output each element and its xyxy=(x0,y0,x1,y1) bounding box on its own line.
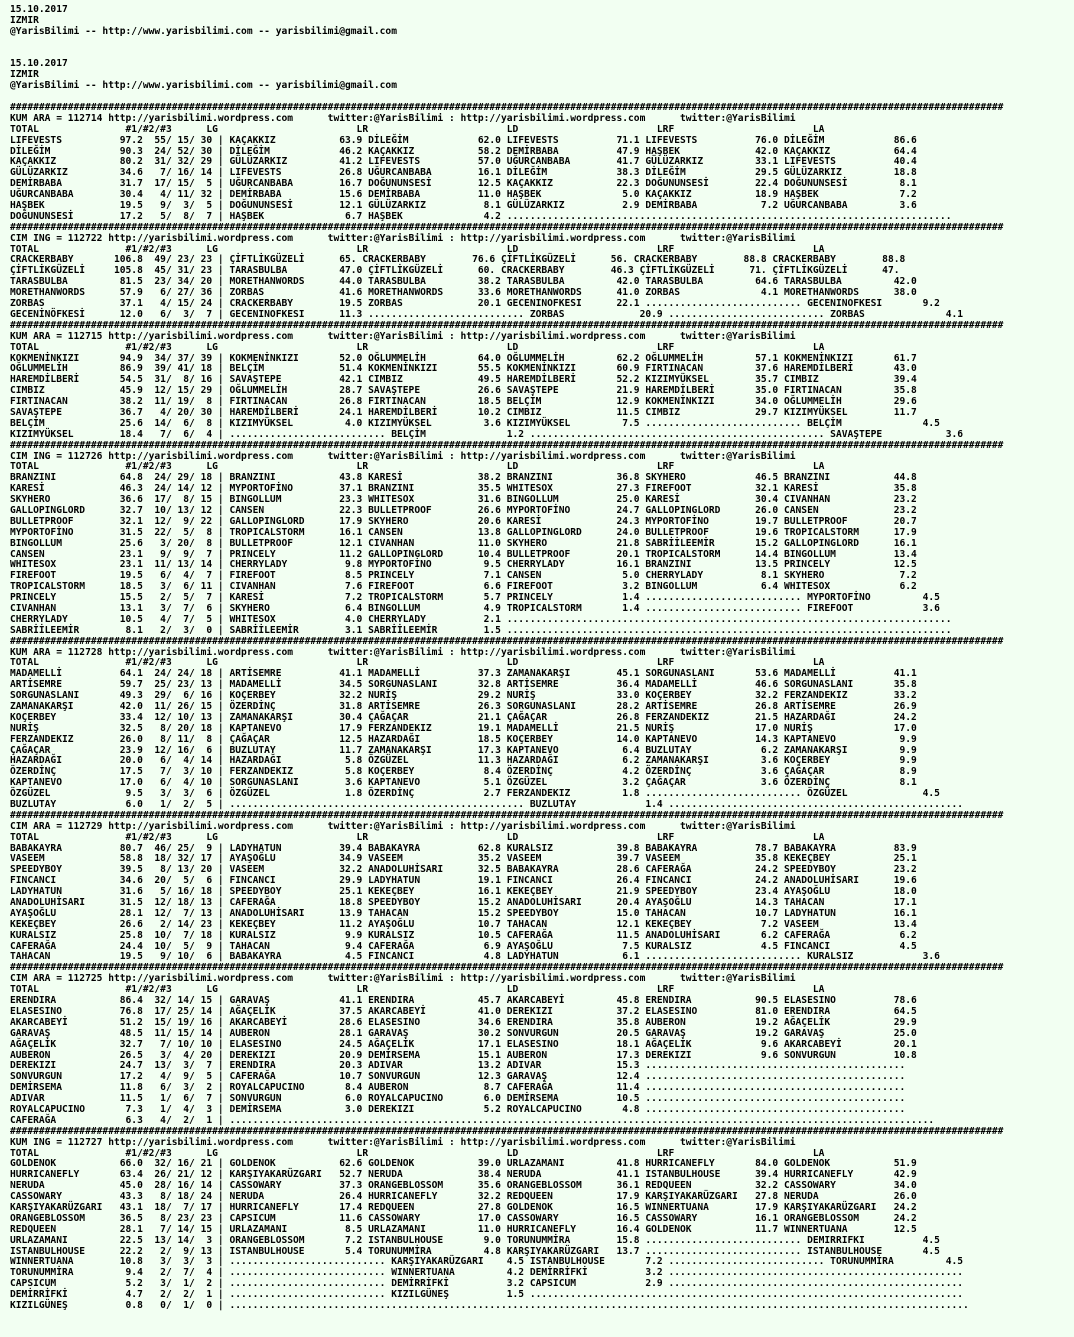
text-line: 15.10.2017 xyxy=(10,4,68,15)
text-line: AYAŞOĞLU 28.1 12/ 7/ 13 | ANADOLUHİSARI 13.9 TAHACAN 15.2 SPEEDYBOY 15.0 TAHACAN 10.7 LADYHATUN 16.1 xyxy=(10,907,917,919)
text-line: KIZILGÜNEŞ 0.8 0/ 1/ 0 | ................................................................................................................................ xyxy=(10,1299,969,1311)
text-line: TARASBULBA 81.5 23/ 34/ 20 | MORETHANWORDS 44.0 TARASBULBA 38.2 TARASBULBA 42.0 TARASBULBA 64.6 TARASBULBA 42.0 xyxy=(10,276,917,288)
separator-line: ############################################################################################################################################################################ xyxy=(10,809,1004,821)
text-line: BELÇİM 25.6 14/ 6/ 8 | KIZIMYÜKSEL 4.0 KIZIMYÜKSEL 3.6 KIZIMYÜKSEL 7.5 ........................... BELÇİM 4.5 xyxy=(10,417,940,429)
column-header-line: TOTAL #1/#2/#3 LG LR LD LRF LA xyxy=(10,461,825,473)
text-line: CRACKERBABY 106.8 49/ 23/ 23 | ÇİFTLİKGÜZELİ 65. CRACKERBABY 76.6 ÇİFTLİKGÜZELİ 56. CRACKERBABY 88.8 CRACKERBABY 88.8 xyxy=(10,254,906,266)
text-line: MYPORTOFİNO 31.5 22/ 5/ 8 | TROPICALSTORM 16.1 CANSEN 13.8 GALLOPINGLORD 24.0 BULLETPROOF 19.6 TROPICALSTORM 17.9 xyxy=(10,526,917,538)
text-line: ÇİFTLİKGÜZELİ 105.8 45/ 31/ 23 | TARASBULBA 47.0 ÇİFTLİKGÜZELİ 60. CRACKERBABY 46.3 ÇİFTLİKGÜZELİ 71. ÇİFTLİKGÜZELİ 47. xyxy=(10,265,900,277)
column-header-line: TOTAL #1/#2/#3 LG LR LD LRF LA xyxy=(10,1147,825,1159)
text-line: ORANGEBLOSSOM 36.5 8/ 23/ 23 | CAPSICUM 11.6 CASSOWARY 17.0 CASSOWARY 16.5 CASSOWARY 16.1 ORANGEBLOSSOM 24.2 xyxy=(10,1212,917,1224)
text-line: SPEEDYBOY 39.5 8/ 13/ 20 | VASEEM 32.2 ANADOLUHİSARI 32.5 BABAKAYRA 28.6 CAFERAĞA 24.2 SPEEDYBOY 23.2 xyxy=(10,864,917,876)
column-header-line: TOTAL #1/#2/#3 LG LR LD LRF LA xyxy=(10,657,825,669)
text-line: ANADOLUHİSARI 31.5 12/ 18/ 13 | CAFERAĞA 18.8 SPEEDYBOY 15.2 ANADOLUHİSARI 20.4 AYAŞOĞLU 14.3 TAHACAN 17.1 xyxy=(10,897,917,909)
text-line: TAHACAN 19.5 9/ 10/ 6 | BABAKAYRA 4.5 FINCANCI 4.8 LADYHATUN 6.1 ........................... KURALSIZ 3.6 xyxy=(10,951,940,963)
text-line: TROPICALSTORM 18.5 3/ 6/ 11 | CIVANHAN 7.6 FIREFOOT 6.6 FIREFOOT 3.2 BINGOLLUM 6.4 WHITESOX 6.2 xyxy=(10,581,917,593)
text-line: AĞAÇELİK 32.7 7/ 10/ 10 | ELASESINO 24.5 AĞAÇELİK 17.1 ELASESINO 18.1 AĞAÇELİK 9.6 AKARCABEYİ 20.1 xyxy=(10,1038,917,1050)
text-line: ÖZERDİNÇ 17.5 7/ 3/ 10 | FERZANDEKIZ 5.8 KOÇERBEY 8.4 ÖZERDİNÇ 4.2 ÖZERDİNÇ 3.6 ÇAĞAÇAR 8.9 xyxy=(10,766,917,778)
text-line: CAPSICUM 5.2 3/ 1/ 2 | ........................... DEMİRRİFKİ 3.2 CAPSICUM 2.9 ................................................... xyxy=(10,1278,964,1290)
text-line: VASEEM 58.8 18/ 32/ 17 | AYAŞOĞLU 34.9 VASEEM 35.2 VASEEM 39.7 VASEEM 35.8 KEKEÇBEY 25.1 xyxy=(10,853,917,865)
race-header-line: KUM ARA = 112714 http://yarisbilimi.wordpress.com twitter:@YarisBilimi : http://yarisbilimi.wordpress.com twitter:@YarisBilimi xyxy=(10,112,796,124)
text-line: NURİŞ 32.5 8/ 20/ 18 | KAPTANEVO 17.9 FERZANDEKIZ 19.1 MADAMELLİ 21.5 NURİŞ 17.0 NURİŞ 17.0 xyxy=(10,722,917,734)
text-line: KAPTANEVO 17.0 6/ 4/ 10 | SORGUNASLANI 3.6 KAPTANEVO 5.1 ÖZGÜZEL 3.2 ÇAĞAÇAR 3.6 ÖZERDİNÇ 8.1 xyxy=(10,777,917,789)
text-line: GECENİNÖFKESİ 12.0 6/ 3/ 7 | GECENINOFKESI 11.3 ........................... ZORBAS 20.9 ........................... ZORBAS 4.1 xyxy=(10,308,964,320)
text-line: SKYHERO 36.6 17/ 8/ 15 | BINGOLLUM 23.3 WHITESOX 31.6 BINGOLLUM 25.0 KARESİ 30.4 CIVANHAN 23.2 xyxy=(10,494,917,506)
text-line: BULLETPROOF 32.1 12/ 9/ 22 | GALLOPINGLORD 17.9 SKYHERO 20.6 KARESİ 24.3 MYPORTOFİNO 19.7 BULLETPROOF 20.7 xyxy=(10,515,917,527)
text-line: IZMIR xyxy=(10,14,39,26)
text-line: KARESİ 46.3 24/ 14/ 12 | MYPORTOFİNO 37.1 BRANZINI 35.5 WHITESOX 27.3 FIREFOOT 32.1 KARESİ 35.8 xyxy=(10,483,917,495)
race-header-line: CIM ING = 112722 http://yarisbilimi.wordpress.com twitter:@YarisBilimi : http://yarisbilimi.wordpress.com twitter:@YarisBilimi xyxy=(10,232,796,244)
text-line: DİLEĞİM 90.3 24/ 52/ 30 | DİLEĞİM 46.2 KAÇAKKIZ 58.2 DEMİRBABA 47.9 HAŞBEK 42.0 KAÇAKKIZ 64.4 xyxy=(10,145,917,157)
text-line: IZMIR xyxy=(10,69,39,81)
text-line: KEKEÇBEY 26.6 2/ 14/ 23 | KEKEÇBEY 11.2 AYAŞOĞLU 10.7 TAHACAN 12.1 KEKEÇBEY 7.2 VASEEM 13.4 xyxy=(10,918,917,930)
text-line: LADYHATUN 31.6 5/ 16/ 18 | SPEEDYBOY 25.1 KEKEÇBEY 16.1 KEKEÇBEY 21.9 SPEEDYBOY 23.4 AYAŞOĞLU 18.0 xyxy=(10,886,917,898)
text-line: SONVURGUN 17.2 4/ 9/ 5 | CAFERAĞA 10.7 SONVURGUN 12.3 GARAVAŞ 12.4 ............................................. xyxy=(10,1071,906,1083)
separator-line: ############################################################################################################################################################################ xyxy=(10,102,1004,114)
text-line: BUZLUTAY 6.0 1/ 2/ 5 | ................................................... BUZLUTAY 1.4 ................................................... xyxy=(10,799,964,811)
text-line: KOÇERBEY 33.4 12/ 10/ 13 | ZAMANAKARŞI 30.4 ÇAĞAÇAR 21.1 ÇAĞAÇAR 26.8 FERZANDEKIZ 21.5 HAZARDAĞI 24.2 xyxy=(10,711,917,723)
text-line: HAREMDİLBERİ 54.5 31/ 8/ 16 | SAVAŞTEPE 42.1 CIMBIZ 49.5 HAREMDİLBERİ 52.2 KIZIMYÜKSEL 35.7 CIMBIZ 39.4 xyxy=(10,374,917,386)
text-line: KARŞIYAKARÜZGARI 43.1 18/ 7/ 17 | HURRICANEFLY 17.4 REDQUEEN 27.8 GOLDENOK 16.5 WINNERTUANA 17.9 KARŞIYAKARÜZGARI 24.2 xyxy=(10,1201,917,1213)
text-line: HAŞBEK 19.5 9/ 3/ 5 | DOĞUNUNSESİ 12.1 GÜLÜZARKIZ 8.1 GÜLÜZARKIZ 2.9 DEMİRBABA 7.2 UĞURCANBABA 3.6 xyxy=(10,200,917,212)
race-header-line: KUM ARA = 112715 http://yarisbilimi.wordpress.com twitter:@YarisBilimi : http://yarisbilimi.wordpress.com twitter:@YarisBilimi xyxy=(10,330,796,342)
column-header-line: TOTAL #1/#2/#3 LG LR LD LRF LA xyxy=(10,123,825,135)
separator-line: ############################################################################################################################################################################ xyxy=(10,221,1004,233)
text-line: DOĞUNUNSESİ 17.2 5/ 8/ 7 | HAŞBEK 6.7 HAŞBEK 4.2 ............................................................................. xyxy=(10,210,952,222)
race-header-line: KUM ING = 112727 http://yarisbilimi.wordpress.com twitter:@YarisBilimi : http://yarisbilimi.wordpress.com twitter:@YarisBilimi xyxy=(10,1136,796,1148)
text-line: GOLDENOK 66.0 32/ 16/ 21 | GOLDENOK 62.6 GOLDENOK 39.0 URLAZAMANI 41.8 HURRICANEFLY 84.0 GOLDENOK 51.9 xyxy=(10,1158,917,1170)
text-line: PRINCELY 15.5 2/ 5/ 7 | KARESİ 7.2 TROPICALSTORM 5.7 PRINCELY 1.4 ........................... MYPORTOFİNO 4.5 xyxy=(10,592,940,604)
separator-line: ############################################################################################################################################################################ xyxy=(10,1125,1004,1137)
text-line: @YarisBilimi -- http://www.yarisbilimi.com -- yarisbilimi@gmail.com xyxy=(10,25,397,37)
race-header-line: CIM ARA = 112729 http://yarisbilimi.wordpress.com twitter:@YarisBilimi : http://yarisbilimi.wordpress.com twitter:@YarisBilimi xyxy=(10,820,796,832)
text-line: DEMİRRİFKİ 4.7 2/ 2/ 1 | ........................... KIZILGÜNEŞ 1.5 ........................................................................... xyxy=(10,1289,964,1301)
text-line: DEREKIZI 24.7 13/ 3/ 7 | ERENDIRA 20.3 ADIVAR 13.2 ADIVAR 15.3 ............................................. xyxy=(10,1060,906,1072)
race-header-line: CIM ARA = 112725 http://yarisbilimi.wordpress.com twitter:@YarisBilimi : http://yarisbilimi.wordpress.com twitter:@YarisBilimi xyxy=(10,973,796,985)
text-line: MADAMELLİ 64.1 24/ 24/ 18 | ARTİSEMRE 41.1 MADAMELLİ 37.3 ZAMANAKARŞI 45.1 SORGUNASLANI 53.6 MADAMELLİ 41.1 xyxy=(10,668,917,680)
text-line: FERZANDEKIZ 26.0 8/ 11/ 8 | ÇAĞAÇAR 12.5 HAZARDAĞI 18.5 KOÇERBEY 14.0 KAPTANEVO 14.3 KAPTANEVO 9.9 xyxy=(10,733,917,745)
text-line: KURALSIZ 25.8 10/ 7/ 18 | KURALSIZ 9.9 KURALSIZ 10.5 CAFERAĞA 11.5 ANADOLUHİSARI 6.2 CAFERAĞA 6.2 xyxy=(10,929,917,941)
text-line: ARTİSEMRE 59.7 25/ 23/ 13 | MADAMELLİ 34.5 SORGUNASLANI 32.8 ARTİSEMRE 36.4 MADAMELLİ 46.6 SORGUNASLANI 35.8 xyxy=(10,679,917,691)
column-header-line: TOTAL #1/#2/#3 LG LR LD LRF LA xyxy=(10,831,825,843)
text-line: FIREFOOT 19.5 6/ 4/ 7 | FIREFOOT 8.5 PRINCELY 7.1 CANSEN 5.0 CHERRYLADY 8.1 SKYHERO 7.2 xyxy=(10,570,917,582)
text-line: BABAKAYRA 80.7 46/ 25/ 9 | LADYHATUN 39.4 BABAKAYRA 62.8 KURALSIZ 39.8 BABAKAYRA 78.7 BABAKAYRA 83.9 xyxy=(10,842,917,854)
text-line: SORGUNASLANI 49.3 29/ 6/ 16 | KOÇERBEY 32.2 NURİŞ 29.2 NURİŞ 33.0 KOÇERBEY 32.2 FERZANDEKIZ 33.2 xyxy=(10,690,917,702)
text-line: HURRICANEFLY 63.4 26/ 21/ 12 | KARŞIYAKARÜZGARI 52.7 NERUDA 38.4 NERUDA 41.1 ISTANBULHOUSE 39.4 HURRICANEFLY 42.9 xyxy=(10,1169,917,1181)
text-line: GARAVAŞ 48.5 11/ 15/ 14 | AUBERON 28.1 GARAVAŞ 30.2 SONVURGUN 20.5 GARAVAŞ 19.2 GARAVAŞ 25.0 xyxy=(10,1027,917,1039)
text-line: ISTANBULHOUSE 22.2 2/ 9/ 13 | ISTANBULHOUSE 5.4 TORUNUMMİRA 4.8 KARŞIYAKARÜZGARI 13.7 ........................... ISTANBULHOUSE 4.5 xyxy=(10,1245,940,1257)
text-line: CIMBIZ 45.9 12/ 15/ 29 | OĞLUMMELİH 28.7 SAVAŞTEPE 26.6 SAVAŞTEPE 21.9 HAREMDİLBERİ 35.0 FIRTINACAN 35.8 xyxy=(10,385,917,397)
text-line: KAÇAKKIZ 80.2 31/ 32/ 29 | GÜLÜZARKIZ 41.2 LIFEVESTS 57.0 UĞURCANBABA 41.7 GÜLÜZARKIZ 33.1 LIFEVESTS 40.4 xyxy=(10,156,917,168)
separator-line: ############################################################################################################################################################################ xyxy=(10,962,1004,974)
race-header-line: KUM ARA = 112728 http://yarisbilimi.wordpress.com twitter:@YarisBilimi : http://yarisbilimi.wordpress.com twitter:@YarisBilimi xyxy=(10,646,796,658)
text-line: KIZIMYÜKSEL 18.4 7/ 6/ 4 | ........................... BELÇİM 1.2 ................................................... SAVAŞTEPE 3.6 xyxy=(10,428,964,440)
text-line: CAFERAĞA 6.3 4/ 2/ 1 | .......................................................................................................................... xyxy=(10,1114,935,1126)
text-line: BRANZINI 64.8 24/ 29/ 18 | BRANZINI 43.8 KARESİ 38.2 BRANZINI 36.8 SKYHERO 46.5 BRANZINI 44.8 xyxy=(10,472,917,484)
text-line: @YarisBilimi -- http://www.yarisbilimi.com -- yarisbilimi@gmail.com xyxy=(10,80,397,92)
text-line: ADIVAR 11.5 1/ 6/ 7 | SONVURGUN 6.0 ROYALCAPUCINO 6.0 DEMİRSEMA 10.5 ............................................. xyxy=(10,1093,906,1105)
text-line: FIRTINACAN 38.2 11/ 19/ 8 | FIRTINACAN 26.8 FIRTINACAN 18.5 BELÇİM 12.9 KOKMENİNKIZI 34.0 OĞLUMMELİH 29.6 xyxy=(10,396,917,408)
text-line: AUBERON 26.5 3/ 4/ 20 | DEREKIZI 20.9 DEMİRSEMA 15.1 AUBERON 17.3 DEREKIZI 9.6 SONVURGUN 10.8 xyxy=(10,1049,917,1061)
text-line: SABRİİLEEMİR 8.1 2/ 3/ 0 | SABRİİLEEMİR 3.1 SABRİİLEEMİR 1.5 ............................................................................. xyxy=(10,624,952,636)
column-header-line: TOTAL #1/#2/#3 LG LR LD LRF LA xyxy=(10,984,825,996)
text-line: GALLOPINGLORD 32.7 10/ 13/ 12 | CANSEN 22.3 BULLETPROOF 26.6 MYPORTOFİNO 24.7 GALLOPINGLORD 26.0 CANSEN 23.2 xyxy=(10,504,917,516)
text-line: KOKMENİNKIZI 94.9 34/ 37/ 39 | KOKMENİNKIZI 52.0 OĞLUMMELİH 64.0 OĞLUMMELİH 62.2 OĞLUMMELİH 57.1 KOKMENİNKIZI 61.7 xyxy=(10,352,917,364)
text-line: AKARCABEYİ 51.2 15/ 19/ 16 | AKARCABEYİ 28.6 ELASESINO 34.6 ERENDIRA 35.8 AUBERON 19.2 AĞAÇELİK 29.9 xyxy=(10,1016,917,1028)
text-line: WHITESOX 23.1 11/ 13/ 14 | CHERRYLADY 9.8 MYPORTOFİNO 9.5 CHERRYLADY 16.1 BRANZINI 13.5 PRINCELY 12.5 xyxy=(10,559,917,571)
text-line: ÖZGÜZEL 9.5 3/ 3/ 6 | ÖZGÜZEL 1.8 ÖZERDİNÇ 2.7 FERZANDEKIZ 1.8 ........................... ÖZGÜZEL 4.5 xyxy=(10,788,940,800)
text-line: GÜLÜZARKIZ 34.6 7/ 16/ 14 | LIFEVESTS 26.8 UĞURCANBABA 16.1 DİLEĞİM 38.3 DİLEĞİM 29.5 GÜLÜZARKIZ 18.8 xyxy=(10,167,917,179)
text-line: ROYALCAPUCINO 7.3 1/ 4/ 3 | DEMİRSEMA 3.0 DEREKIZI 5.2 ROYALCAPUCINO 4.8 ............................................. xyxy=(10,1103,906,1115)
text-line: CAFERAĞA 24.4 10/ 5/ 9 | TAHACAN 9.4 CAFERAĞA 6.9 AYAŞOĞLU 7.5 KURALSIZ 4.5 FINCANCI 4.5 xyxy=(10,940,917,952)
text-line: ERENDIRA 86.4 32/ 14/ 15 | GARAVAŞ 41.1 ERENDIRA 45.7 AKARCABEYİ 45.8 ERENDIRA 90.5 ELASESINO 78.6 xyxy=(10,995,917,1007)
text-line xyxy=(10,49,1070,60)
column-header-line: TOTAL #1/#2/#3 LG LR LD LRF LA xyxy=(10,341,825,353)
text-line: UĞURCANBABA 30.4 4/ 11/ 32 | DEMİRBABA 15.6 DEMİRBABA 11.0 HAŞBEK 5.0 KAÇAKKIZ 18.9 HAŞBEK 7.2 xyxy=(10,189,917,201)
text-line: MORETHANWORDS 57.9 6/ 27/ 36 | ZORBAS 41.6 MORETHANWORDS 33.6 MORETHANWORDS 41.0 ZORBAS 4.1 MORETHANWORDS 38.0 xyxy=(10,287,917,299)
separator-line: ############################################################################################################################################################################ xyxy=(10,439,1004,451)
text-line: URLAZAMANI 22.5 13/ 14/ 3 | ORANGEBLOSSOM 7.2 ISTANBULHOUSE 9.0 TORUNUMMİRA 15.8 ........................... DEMIRRIFKI 4.5 xyxy=(10,1234,940,1246)
race-header-line: CIM ING = 112726 http://yarisbilimi.wordpress.com twitter:@YarisBilimi : http://yarisbilimi.wordpress.com twitter:@YarisBilimi xyxy=(10,450,796,462)
text-line: 15.10.2017 xyxy=(10,58,68,70)
text-line: NERUDA 45.0 28/ 16/ 14 | CASSOWARY 37.3 ORANGEBLOSSOM 35.6 ORANGEBLOSSOM 36.1 REDQUEEN 32.2 CASSOWARY 34.0 xyxy=(10,1180,917,1192)
text-line: BINGOLLUM 25.6 3/ 20/ 8 | BULLETPROOF 12.1 CIVANHAN 11.0 SKYHERO 21.8 SABRİİLEEMİR 15.2 GALLOPINGLORD 16.1 xyxy=(10,537,917,549)
separator-line: ############################################################################################################################################################################ xyxy=(10,319,1004,331)
text-line: REDQUEEN 28.1 7/ 14/ 15 | URLAZAMANI 8.5 URLAZAMANI 11.0 HURRICANEFLY 16.4 GOLDENOK 11.7 WINNERTUANA 12.5 xyxy=(10,1223,917,1235)
text-line: DEMİRSEMA 11.8 6/ 3/ 2 | ROYALCAPUCINO 8.4 AUBERON 8.7 CAFERAĞA 11.4 ............................................. xyxy=(10,1082,906,1094)
text-line: SAVAŞTEPE 36.7 4/ 20/ 30 | HAREMDİLBERİ 24.1 HAREMDİLBERİ 10.2 CIMBIZ 11.5 CIMBIZ 29.7 KIZIMYÜKSEL 11.7 xyxy=(10,406,917,418)
text-line: ELASESINO 76.8 17/ 25/ 14 | AĞAÇELİK 37.5 AKARCABEYİ 41.0 DEREKIZI 37.2 ELASESINO 81.0 ERENDIRA 64.5 xyxy=(10,1005,917,1017)
text-line: CIVANHAN 13.1 3/ 7/ 6 | SKYHERO 6.4 BINGOLLUM 4.9 TROPICALSTORM 1.4 ........................... FIREFOOT 3.6 xyxy=(10,602,940,614)
text-line: CANSEN 23.1 9/ 9/ 7 | PRINCELY 11.2 GALLOPINGLORD 10.4 BULLETPROOF 20.1 TROPICALSTORM 14.4 BINGOLLUM 13.4 xyxy=(10,548,917,560)
text-line: CHERRYLADY 10.5 4/ 7/ 5 | WHITESOX 4.0 CHERRYLADY 2.1 ............................................................................. xyxy=(10,613,952,625)
text-line: CASSOWARY 43.3 8/ 18/ 24 | NERUDA 26.4 HURRICANEFLY 32.2 REDQUEEN 17.9 KARŞIYAKARÜZGARI 27.8 NERUDA 26.0 xyxy=(10,1191,917,1203)
text-line: TORUNUMMİRA 9.4 2/ 7/ 4 | ........................... WINNERTUANA 4.2 DEMİRRİFKİ 3.2 ................................................... xyxy=(10,1267,964,1279)
text-line: OĞLUMMELİH 86.9 39/ 41/ 18 | BELÇİM 51.4 KOKMENİNKIZI 55.5 KOKMENİNKIZI 60.9 FIRTINACAN 37.6 HAREMDİLBERİ 43.0 xyxy=(10,363,917,375)
text-line xyxy=(10,38,1070,49)
text-line: ZAMANAKARŞI 42.0 11/ 26/ 15 | ÖZERDİNÇ 31.8 ARTİSEMRE 26.3 SORGUNASLANI 28.2 ARTİSEMRE 26.8 ARTİSEMRE 26.9 xyxy=(10,701,917,712)
text-line: DEMİRBABA 31.7 17/ 15/ 5 | UĞURCANBABA 16.7 DOĞUNUNSESİ 12.5 KAÇAKKIZ 22.3 DOĞUNUNSESİ 22.4 DOĞUNUNSESİ 8.1 xyxy=(10,178,917,190)
text-line: FINCANCI 34.6 20/ 5/ 6 | FINCANCI 29.9 LADYHATUN 19.1 FINCANCI 26.4 FINCANCI 24.2 ANADOLUHİSARI 19.6 xyxy=(10,875,917,887)
text-line: ÇAĞAÇAR 23.9 12/ 16/ 6 | BUZLUTAY 11.7 ZAMANAKARŞI 17.3 KAPTANEVO 6.4 BUZLUTAY 6.2 ZAMANAKARŞI 9.9 xyxy=(10,744,917,756)
column-header-line: TOTAL #1/#2/#3 LG LR LD LRF LA xyxy=(10,243,825,255)
text-line: ZORBAS 37.1 4/ 15/ 24 | CRACKERBABY 19.5 ZORBAS 20.1 GECENINOFKESI 22.1 ........................... GECENINOFKESI 9.2 xyxy=(10,298,940,310)
text-line: LIFEVESTS 97.2 55/ 15/ 30 | KAÇAKKIZ 63.9 DİLEĞİM 62.0 LIFEVESTS 71.1 LIFEVESTS 76.0 DİLEĞİM 86.6 xyxy=(10,134,917,146)
text-line: WINNERTUANA 10.8 3/ 3/ 3 | ........................... KARŞIYAKARÜZGARI 4.5 ISTANBULHOUSE 7.2 ........................... TORUNUMMİRA 4.5 xyxy=(10,1256,964,1268)
text-line: HAZARDAĞI 20.0 6/ 4/ 14 | HAZARDAĞI 5.8 ÖZGÜZEL 11.3 HAZARDAĞI 6.2 ZAMANAKARŞI 3.6 KOÇERBEY 9.9 xyxy=(10,755,917,767)
separator-line: ############################################################################################################################################################################ xyxy=(10,635,1004,647)
